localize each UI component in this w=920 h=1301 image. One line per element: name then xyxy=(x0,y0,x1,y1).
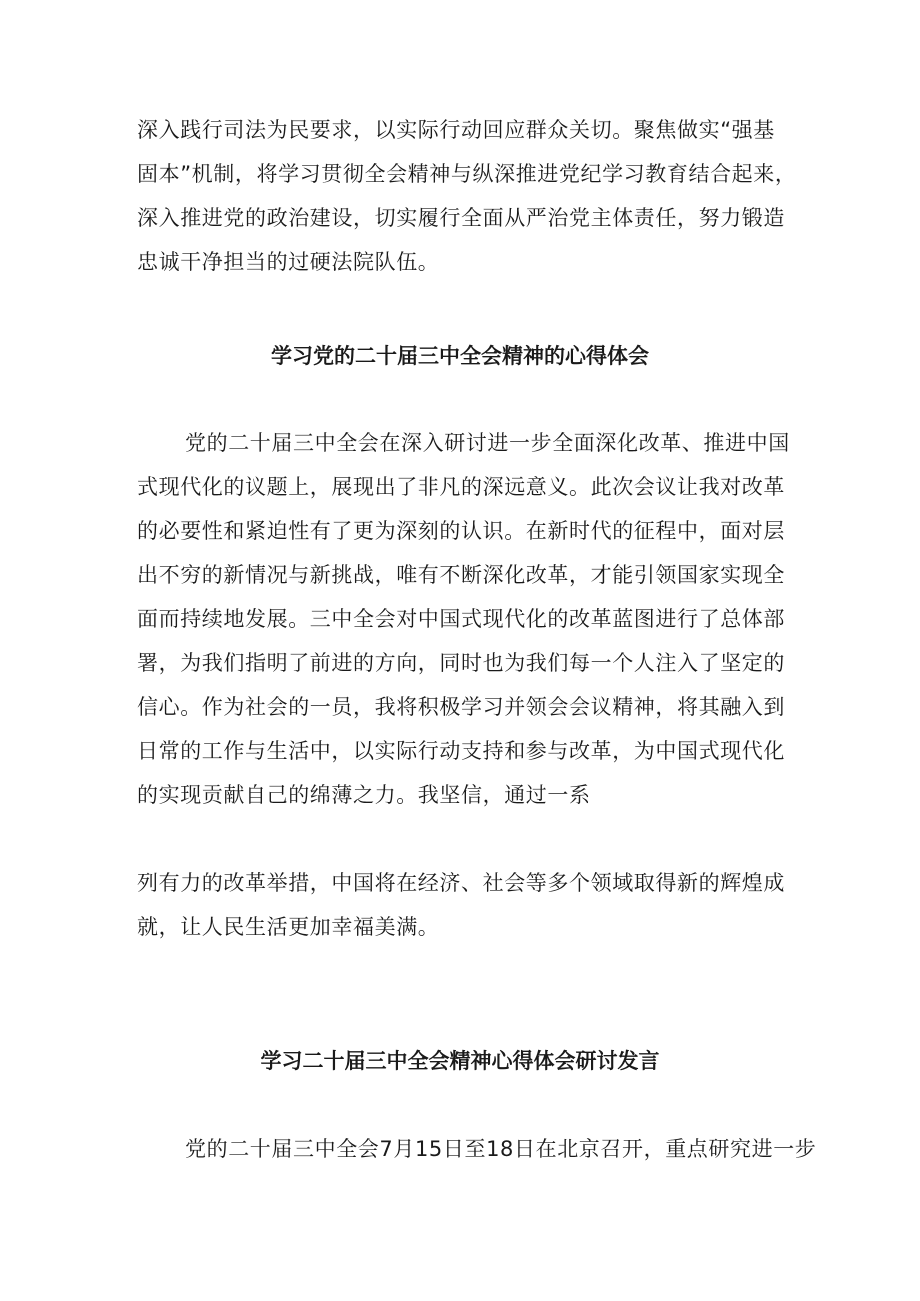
paragraph-line: 面而持续地发展。三中全会对中国式现代化的改革蓝图进行了总体部 xyxy=(137,607,785,631)
section-title: 学习党的二十届三中全会精神的心得体会 xyxy=(271,344,649,368)
paragraph-line: 就，让人民生活更加幸福美满。 xyxy=(137,915,440,939)
paragraph-line: 党的二十届三中全会在深入研讨进一步全面深化改革、推进中国 xyxy=(185,431,790,455)
paragraph-line: 深入践行司法为民要求，以实际行动回应群众关切。聚焦做实“强基 xyxy=(137,118,775,142)
paragraph-line: 的实现贡献自己的绵薄之力。我坚信，通过一系 xyxy=(137,783,591,807)
paragraph-line: 日常的工作与生活中，以实际行动支持和参与改革，为中国式现代化 xyxy=(137,739,785,763)
paragraph-line: 列有力的改革举措，中国将在经济、社会等多个领域取得新的辉煌成 xyxy=(137,871,785,895)
paragraph-line: 出不穷的新情况与新挑战，唯有不断深化改革，才能引领国家实现全 xyxy=(137,563,785,587)
paragraph-line: 党的二十届三中全会7月15日至18日在北京召开，重点研究进一步 xyxy=(185,1137,817,1161)
section-title: 学习二十届三中全会精神心得体会研讨发言 xyxy=(260,1049,660,1073)
paragraph-line: 署，为我们指明了前进的方向，同时也为我们每一个人注入了坚定的 xyxy=(137,651,785,675)
paragraph-line: 忠诚干净担当的过硬法院队伍。 xyxy=(137,250,440,274)
paragraph-line: 信心。作为社会的一员，我将积极学习并领会会议精神，将其融入到 xyxy=(137,695,785,719)
paragraph-line: 深入推进党的政治建设，切实履行全面从严治党主体责任，努力锻造 xyxy=(137,206,785,230)
paragraph-line: 式现代化的议题上，展现出了非凡的深远意义。此次会议让我对改革 xyxy=(137,475,785,499)
paragraph-line: 的必要性和紧迫性有了更为深刻的认识。在新时代的征程中，面对层 xyxy=(137,519,785,543)
paragraph-line: 固本”机制，将学习贯彻全会精神与纵深推进党纪学习教育结合起来， xyxy=(137,162,797,186)
